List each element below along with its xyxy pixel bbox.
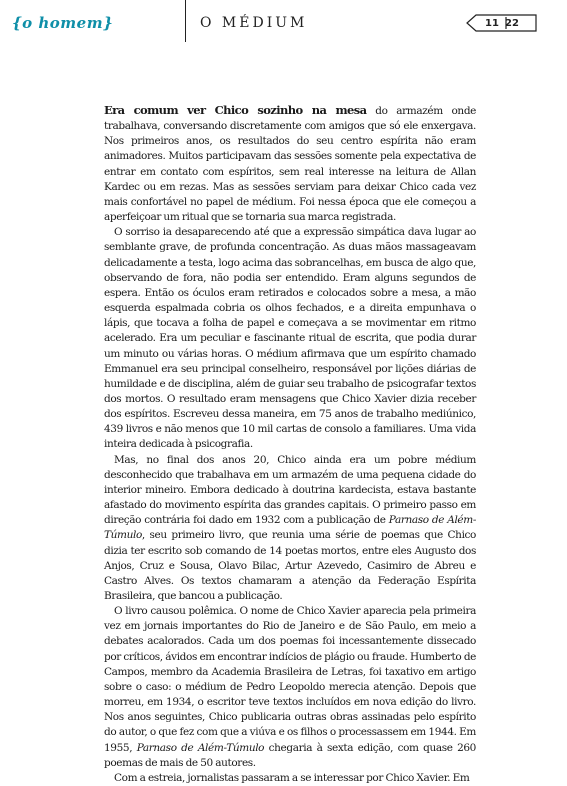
page-number-total: 22 <box>505 17 519 29</box>
page-header <box>0 0 567 40</box>
section-title: O MÉDIUM <box>200 15 308 31</box>
book-title: Parnaso de Além-Túmulo <box>136 741 265 754</box>
header-divider <box>185 0 186 42</box>
paragraph-1 <box>104 103 476 225</box>
paragraph-1-text: do armazém onde trabalhava, conversando discretamente com amigos que só ele enxergava. Nos primeiros anos, os resultados do seu centro espírita não eram animadores. Muitos participavam das sessões somente pela expectativa de entrar em contato com espíritos, sem real interesse na leitura de Allan Kardec ou em rezas. Mas as sessões serviam para deixar Chico cada vez mais confortável no papel de médium. Foi nessa época que ele começou a aperfeiçoar um ritual que se tornaria sua marca registrada. <box>104 105 476 224</box>
paragraph-2: O sorriso ia desaparecendo até que a expressão simpática dava lugar ao semblante grave, de profunda concentração. As duas mãos massageavam delicadamente a testa, logo acima das sobrancelhas, em busca de algo que, observando de fora, não podia ser entendido. Eram alguns segundos de espera. Então os óculos eram retirados e colocados sobre a mesa, a mão esquerda espalmada cobria os olhos fechados, e a direita empunhava o lápis, que tocava a folha de papel e começava a se movimentar em ritmo acelerado. Era um peculiar e fascinante ritual de escrita, que podia durar um minuto ou várias horas. O médium afirmava que um espírito chamado Emmanuel era seu principal conselheiro, responsável por lições diárias de humildade e de disciplina, além de guiar seu trabalho de psicografar textos dos mortos. O resultado eram mensagens que Chico Xavier dizia receber dos espíritos. Escreveu dessa maneira, em 75 anos de trabalho mediúnico, 439 livros e não menos que 10 mil cartas de consolo a familiares. Uma vida inteira dedicada à psicografia. <box>104 226 476 451</box>
book-title: Parnaso de Além-Túmulo <box>104 514 477 542</box>
paragraph-3 <box>104 453 476 605</box>
paragraph-5: Com a estreia, jornalistas passaram a se interessar por Chico Xavier. Em <box>114 771 470 784</box>
article-body <box>104 103 476 786</box>
paragraph-4-text-b: chegaria à sexta edição, com quase 260 poemas de mais de 50 autores. <box>104 741 476 769</box>
paragraph-4 <box>104 604 476 771</box>
page-number-current: 11 <box>485 17 499 29</box>
paragraph-3-text-b: , seu primeiro livro, que reunia uma série de poemas que Chico dizia ter escrito sob comando de 14 poetas mortos, entre eles Augusto dos Anjos, Cruz e Sousa, Olavo Bilac, Artur Azevedo, Casimiro de Abreu e Castro Alves. Os textos chamaram a atenção da Federação Espírita Brasileira, que bancou a publicação. <box>104 529 476 602</box>
brand-logo-text: {o homem} <box>12 14 114 32</box>
page-counter <box>466 14 523 32</box>
lead-in-text: Era comum ver Chico sozinho na mesa <box>104 103 367 117</box>
paragraph-3-text-a: Mas, no final dos anos 20, Chico ainda era um pobre médium desconhecido que trabalhava em um armazém de uma pequena cidade do interior mineiro. Embora dedicado à doutrina kardecista, estava bastante afastado do movimento espírita das grandes capitais. O primeiro passo em direção contrária foi dado em 1932 com a publicação de <box>104 453 476 527</box>
paragraph-4-text-a: O livro causou polêmica. O nome de Chico Xavier aparecia pela primeira vez em jornais importantes do Rio de Janeiro e de São Paulo, em meio a debates acalorados. Cada um dos poemas foi incessantemente dissecado por críticos, ávidos em encontrar indícios de plágio ou fraude. Humberto de Campos, membro da Academia Brasileira de Letras, foi taxativo em artigo sobre o caso: o médium de Pedro Leopoldo merecia atenção. Depois que morreu, em 1934, o escritor teve textos incluídos em nova edição do livro. Nos anos seguintes, Chico publicaria outras obras assinadas pelo espírito do autor, o que fez com que a viúva e os filhos o processassem em 1944. Em 1955, <box>104 605 476 754</box>
